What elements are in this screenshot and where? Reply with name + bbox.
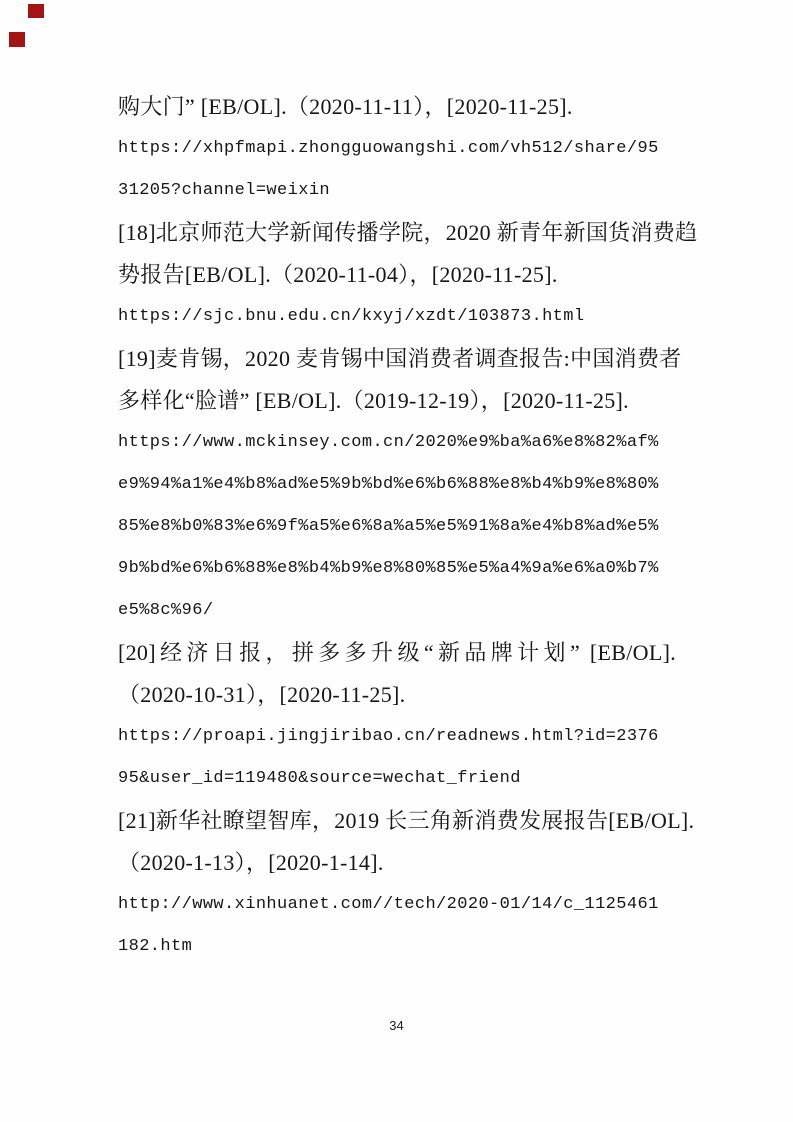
reference-line: （2020-10-31），[2020-11-25].: [118, 682, 406, 707]
reference-line: 95&user_id=119480&source=wechat_friend: [118, 769, 521, 788]
reference-line: 9b%bd%e6%b6%88%e8%b4%b9%e8%80%85%e5%a4%9a%e6%a0%b7%: [118, 559, 659, 578]
reference-line: 多样化“脸谱” [EB/OL].（2019-12-19），[2020-11-25].: [118, 388, 629, 413]
reference-line: e5%8c%96/: [118, 601, 214, 620]
reference-line: 85%e8%b0%83%e6%9f%a5%e6%8a%a5%e5%91%8a%e4%b8%ad%e5%: [118, 517, 659, 536]
reference-line: https://proapi.jingjiribao.cn/readnews.html?id=2376: [118, 727, 659, 746]
reference-line: [19]麦肯锡，2020 麦肯锡中国消费者调查报告:中国消费者: [118, 346, 682, 371]
reference-line: （2020-1-13），[2020-1-14].: [118, 850, 384, 875]
page-number: 34: [389, 1018, 404, 1033]
reference-line: 购大门” [EB/OL].（2020-11-11），[2020-11-25].: [118, 94, 573, 119]
reference-line: e9%94%a1%e4%b8%ad%e5%9b%bd%e6%b6%88%e8%b4%b9%e8%80%: [118, 475, 659, 494]
reference-line: 31205?channel=weixin: [118, 181, 331, 200]
reference-line: [18]北京师范大学新闻传播学院，2020 新青年新国货消费趋: [118, 220, 698, 245]
reference-line: [20]经济日报，拼多多升级“新品牌计划” [EB/OL].: [118, 640, 676, 665]
reference-line: http://www.xinhuanet.com//tech/2020-01/14/c_1125461: [118, 895, 659, 914]
reference-line: https://xhpfmapi.zhongguowangshi.com/vh512/share/95: [118, 139, 659, 158]
red-stamp-top: [28, 4, 44, 18]
reference-line: 势报告[EB/OL].（2020-11-04），[2020-11-25].: [118, 262, 558, 287]
reference-line: [21]新华社瞭望智库，2019 长三角新消费发展报告[EB/OL].: [118, 808, 695, 833]
references-list: [118, 86, 698, 968]
reference-line: https://sjc.bnu.edu.cn/kxyj/xzdt/103873.html: [118, 307, 585, 326]
reference-line: 182.htm: [118, 937, 193, 956]
reference-line: https://www.mckinsey.com.cn/2020%e9%ba%a6%e8%82%af%: [118, 433, 659, 452]
red-stamp-bottom: [9, 32, 25, 47]
